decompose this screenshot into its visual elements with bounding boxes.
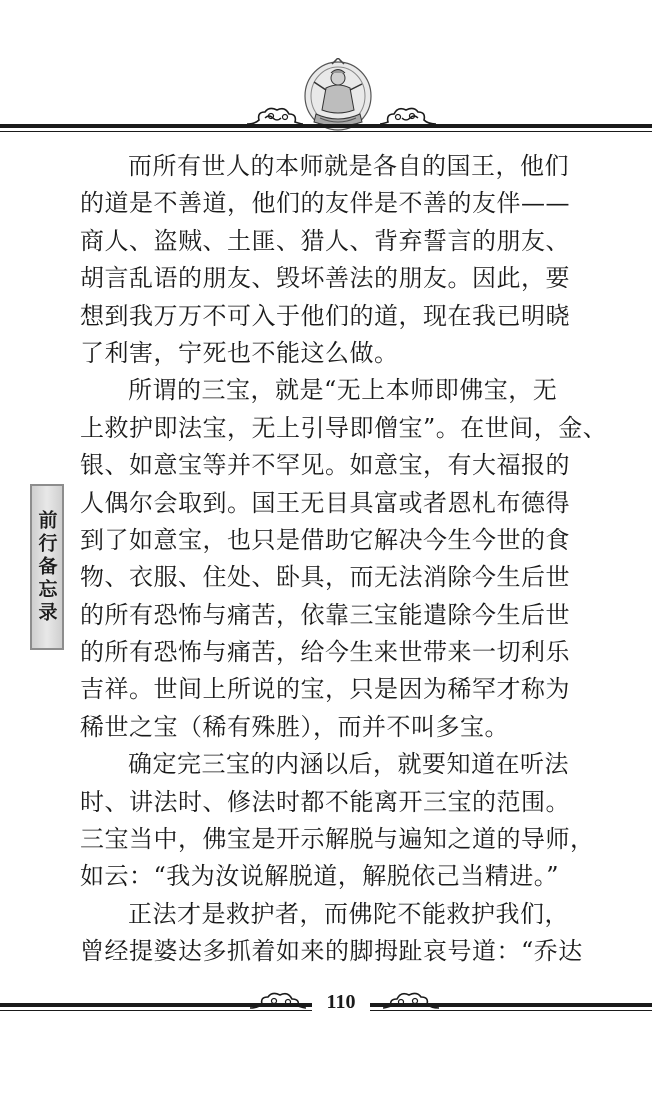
text-line: 想到我万万不可入于他们的道，现在我已明晓 [80, 301, 570, 330]
cloud-ornament-icon [381, 990, 441, 1012]
header-rule-thin [0, 131, 652, 132]
header-rule [0, 124, 652, 128]
text-line: 上救护即法宝，无上引导即僧宝”。在世间，金、 [80, 413, 608, 442]
text-line: 到了如意宝，也只是借助它解决今生今世的食 [80, 525, 570, 554]
text-line: 的道是不善道，他们的友伴是不善的友伴—— [80, 189, 570, 218]
text-line: 银、如意宝等并不罕见。如意宝，有大福报的 [80, 451, 570, 480]
text-line: 所谓的三宝，就是“无上本师即佛宝，无 [128, 376, 558, 405]
text-line: 三宝当中，佛宝是开示解脱与遍知之道的导师， [80, 825, 595, 854]
text-line: 确定完三宝的内涵以后，就要知道在听法 [128, 750, 569, 779]
body-text [80, 148, 610, 971]
text-line: 人偶尔会取到。国王无目具富或者恩札布德得 [80, 488, 570, 517]
text-line: 胡言乱语的朋友、毁坏善法的朋友。因此，要 [80, 264, 570, 293]
text-line: 时、讲法时、修法时都不能离开三宝的范围。 [80, 787, 570, 816]
text-line: 的所有恐怖与痛苦，给今生来世带来一切利乐 [80, 638, 570, 667]
text-line: 而所有世人的本师就是各自的国王，他们 [128, 152, 569, 180]
page-number: 110 [312, 990, 370, 1014]
page-header [0, 0, 652, 140]
text-line: 商人、盗贼、土匪、猎人、背弃誓言的朋友、 [80, 226, 570, 255]
buddha-figure-icon [302, 58, 374, 132]
text-line: 正法才是救护者，而佛陀不能救护我们， [128, 899, 569, 928]
cloud-ornament-icon [248, 990, 308, 1012]
side-tab-book-title [30, 484, 64, 650]
side-tab-label: 前行备忘录 [35, 509, 58, 625]
text-line: 物、衣服、住处、卧具，而无法消除今生后世 [80, 563, 570, 592]
text-line: 稀世之宝（稀有殊胜），而并不叫多宝。 [80, 712, 509, 741]
text-line: 了利害，宁死也不能这么做。 [80, 338, 399, 367]
text-line: 的所有恐怖与痛苦，依靠三宝能遣除今生后世 [80, 600, 570, 629]
text-line: 如云：“我为汝说解脱道，解脱依己当精进。” [80, 862, 560, 891]
text-line: 曾经提婆达多抓着如来的脚拇趾哀号道：“乔达 [80, 937, 583, 966]
text-line: 吉祥。世间上所说的宝，只是因为稀罕才称为 [80, 675, 570, 704]
